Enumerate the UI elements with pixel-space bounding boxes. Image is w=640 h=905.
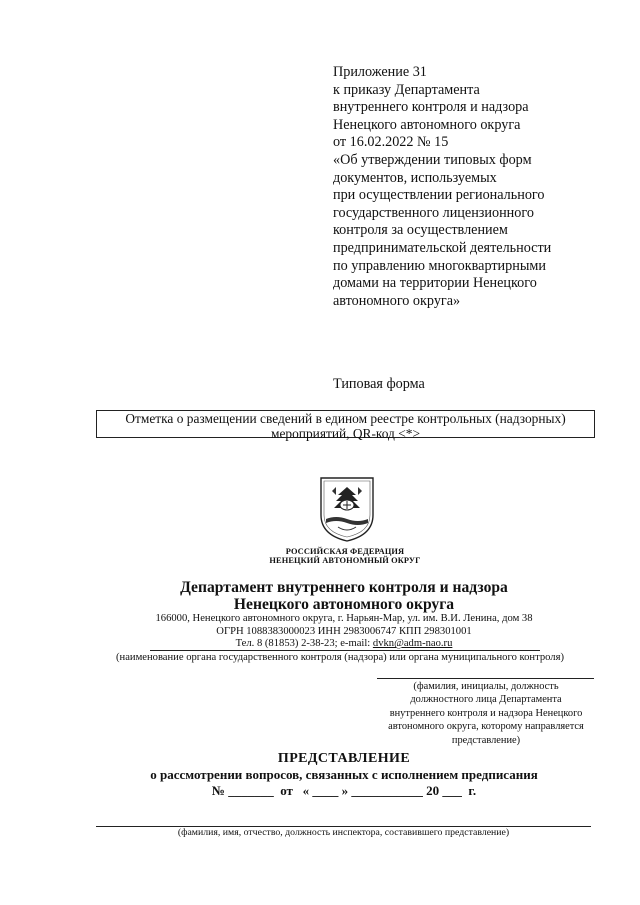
appendix-line: «Об утверждении типовых форм — [333, 151, 532, 168]
org-name-line-divider — [150, 650, 540, 651]
org-contacts — [100, 638, 588, 651]
qr-box-line: Отметка о размещении сведений в едином реестре контрольных (надзорных) — [125, 411, 566, 426]
appendix-line: от 16.02.2022 № 15 — [333, 134, 449, 151]
inspector-caption: (фамилия, имя, отчество, должность инспектора, составившего представление) — [177, 827, 510, 838]
appendix-line: Приложение 31 — [333, 64, 427, 80]
appendix-line: по управлению многоквартирными — [333, 257, 546, 274]
recipient-caption-line: (фамилия, инициалы, должность — [413, 681, 559, 692]
appendix-line: документов, используемых — [333, 169, 497, 186]
appendix-line: к приказу Департамента — [333, 81, 480, 98]
country-heading — [200, 547, 490, 566]
org-address: 166000, Ненецкого автономного округа, г. Нарьян-Мар, ул. им. В.И. Ленина, дом 38 — [155, 613, 533, 624]
qr-box-line: мероприятий, QR-код <*> — [270, 426, 421, 441]
appendix-line: Ненецкого автономного округа — [333, 116, 521, 133]
form-type-label: Типовая форма — [333, 376, 425, 392]
org-caption: (наименование органа государственного контроля (надзора) или органа муниципального контроля) — [116, 652, 564, 663]
appendix-line: при осуществлении регионального — [333, 187, 545, 204]
appendix-line: предпринимательской деятельности — [333, 239, 552, 256]
appendix-line: государственного лицензионного — [333, 204, 534, 221]
recipient-caption — [370, 680, 602, 747]
country-line: РОССИЙСКАЯ ФЕДЕРАЦИЯ — [285, 547, 405, 556]
recipient-caption-line: автономного округа, которому направляется — [388, 721, 584, 733]
appendix-line: внутреннего контроля и надзора — [333, 99, 529, 116]
org-email-link[interactable]: dvkn@adm-nao.ru — [372, 638, 453, 650]
recipient-caption-line: должностного лица Департамента — [410, 694, 562, 706]
document-subtitle: о рассмотрении вопросов, связанных с исполнением предписания — [150, 767, 538, 782]
qr-registry-box — [96, 410, 595, 441]
recipient-caption-line: внутреннего контроля и надзора Ненецкого — [389, 707, 583, 719]
document-number-line: № _______ от « ____ » ___________ 20 ___ г. — [211, 783, 477, 798]
org-name-line: Ненецкого автономного округа — [233, 596, 455, 613]
organization-details — [100, 613, 588, 651]
document-title: ПРЕДСТАВЛЕНИЕ — [277, 751, 411, 766]
recipient-caption-line: представление) — [451, 734, 521, 746]
appendix-block — [333, 64, 633, 310]
org-phone: Тел. 8 (81853) 2-38-23; e-mail: — [235, 638, 373, 650]
organization-name — [100, 579, 588, 613]
coat-of-arms-icon — [318, 475, 376, 543]
appendix-line: контроля за осуществлением — [333, 222, 508, 239]
org-name-line: Департамент внутреннего контроля и надзора — [180, 579, 508, 596]
region-line: НЕНЕЦКИЙ АВТОНОМНЫЙ ОКРУГ — [269, 556, 421, 566]
org-registration-ids: ОГРН 1088383000023 ИНН 2983006747 КПП 298301001 — [216, 625, 472, 637]
recipient-fill-line — [377, 678, 594, 679]
appendix-line: домами на территории Ненецкого — [333, 275, 537, 292]
appendix-line: автономного округа» — [333, 292, 461, 309]
